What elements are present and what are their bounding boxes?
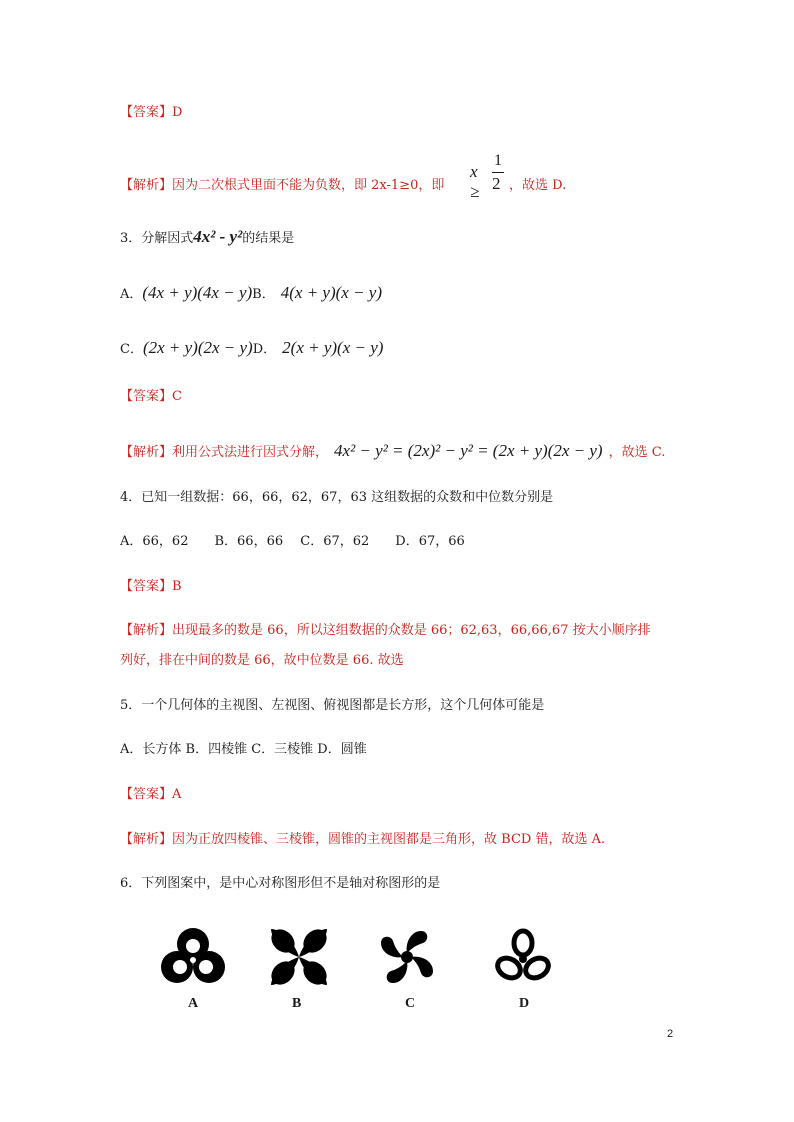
answer-tag: 【答案】: [120, 389, 173, 404]
option-c-label: C．: [120, 342, 143, 357]
analysis-text: 因为正放四棱锥、三棱锥，圆锥的主视图都是三角形，故 BCD 错，故选 A.: [172, 832, 606, 847]
q5-options: A．长方体 B．四棱锥 C．三棱锥 D．圆锥: [120, 742, 367, 757]
q4-analysis-line2: 列好，排在中间的数是 66，故中位数是 66. 故选: [120, 653, 404, 668]
q4-analysis-line1: [120, 621, 651, 641]
figure-c-label: C: [405, 996, 416, 1011]
figure-d-label: D: [519, 996, 530, 1011]
analysis-math: 4x² − y² = (2x)² − y² = (2x + y)(2x − y): [334, 441, 603, 460]
q3-stem-prefix: 3．分解因式: [120, 231, 194, 246]
answer-value: A: [172, 787, 182, 802]
q2-analysis: [120, 176, 444, 196]
option-b-math: 4(x + y)(x − y): [280, 283, 383, 302]
answer-value: C: [172, 389, 182, 404]
analysis-text: 因为二次根式里面不能为负数，即 2x-1≥0，即: [172, 178, 445, 193]
analysis-text: 利用公式法进行因式分解，: [172, 445, 329, 460]
q3-answer: [120, 387, 182, 407]
answer-tag: 【答案】: [120, 787, 173, 802]
q3-options-ab: [120, 283, 382, 305]
analysis-tag: 【解析】: [120, 178, 173, 193]
answer-value: D: [172, 105, 183, 120]
q2-analysis-end: ，故选 D.: [509, 178, 567, 193]
analysis-tag: 【解析】: [120, 445, 173, 460]
q4-answer: [120, 577, 182, 597]
q3-analysis: [120, 441, 665, 463]
q3-stem-math: 4x² - y²: [193, 227, 243, 246]
figure-d-three-loops: [489, 926, 557, 988]
option-c-math: (2x + y)(2x − y): [142, 338, 253, 357]
inequality-variable: x ≥: [470, 162, 480, 201]
q6-stem: 6．下列图案中，是中心对称图形但不是轴对称图形的是: [120, 876, 441, 891]
q2-answer: [120, 103, 182, 123]
q3-stem: [120, 227, 294, 249]
figure-c-pinwheel: [374, 926, 440, 988]
analysis-tag: 【解析】: [120, 623, 173, 638]
figure-b-label: B: [292, 996, 302, 1011]
q5-analysis: [120, 830, 605, 850]
fraction-numerator: 1: [494, 152, 502, 169]
analysis-tag: 【解析】: [120, 832, 173, 847]
option-a-math: (4x + y)(4x − y): [142, 283, 253, 302]
figure-a-three-rings: [158, 926, 228, 988]
analysis-end: ，故选 C.: [608, 445, 666, 460]
answer-value: B: [172, 579, 182, 594]
q3-stem-suffix: 的结果是: [242, 231, 295, 246]
answer-tag: 【答案】: [120, 579, 173, 594]
q4-stem: 4．已知一组数据：66，66，62，67，63 这组数据的众数和中位数分别是: [120, 490, 554, 505]
fraction-denominator: 2: [492, 174, 501, 193]
option-b-label: B．: [252, 287, 275, 302]
page-number: 2: [667, 1028, 674, 1040]
answer-tag: 【答案】: [120, 105, 173, 120]
figure-b-four-petals: [268, 926, 330, 988]
option-d-label: D．: [252, 342, 277, 357]
q5-answer: [120, 785, 181, 805]
option-a-label: A．: [120, 287, 143, 302]
q3-options-cd: [120, 338, 383, 360]
option-d-math: 2(x + y)(x − y): [282, 338, 384, 357]
figure-a-label: A: [188, 996, 199, 1011]
analysis-text: 出现最多的数是 66，所以这组数据的众数是 66；62,63，66,66,67 按大小顺序排: [172, 623, 651, 638]
q4-options: A．66，62 B．66，66 C．67，62 D．67，66: [120, 534, 465, 549]
q5-stem: 5．一个几何体的主视图、左视图、俯视图都是长方形，这个几何体可能是: [120, 698, 545, 713]
fraction-bar: [492, 172, 504, 173]
